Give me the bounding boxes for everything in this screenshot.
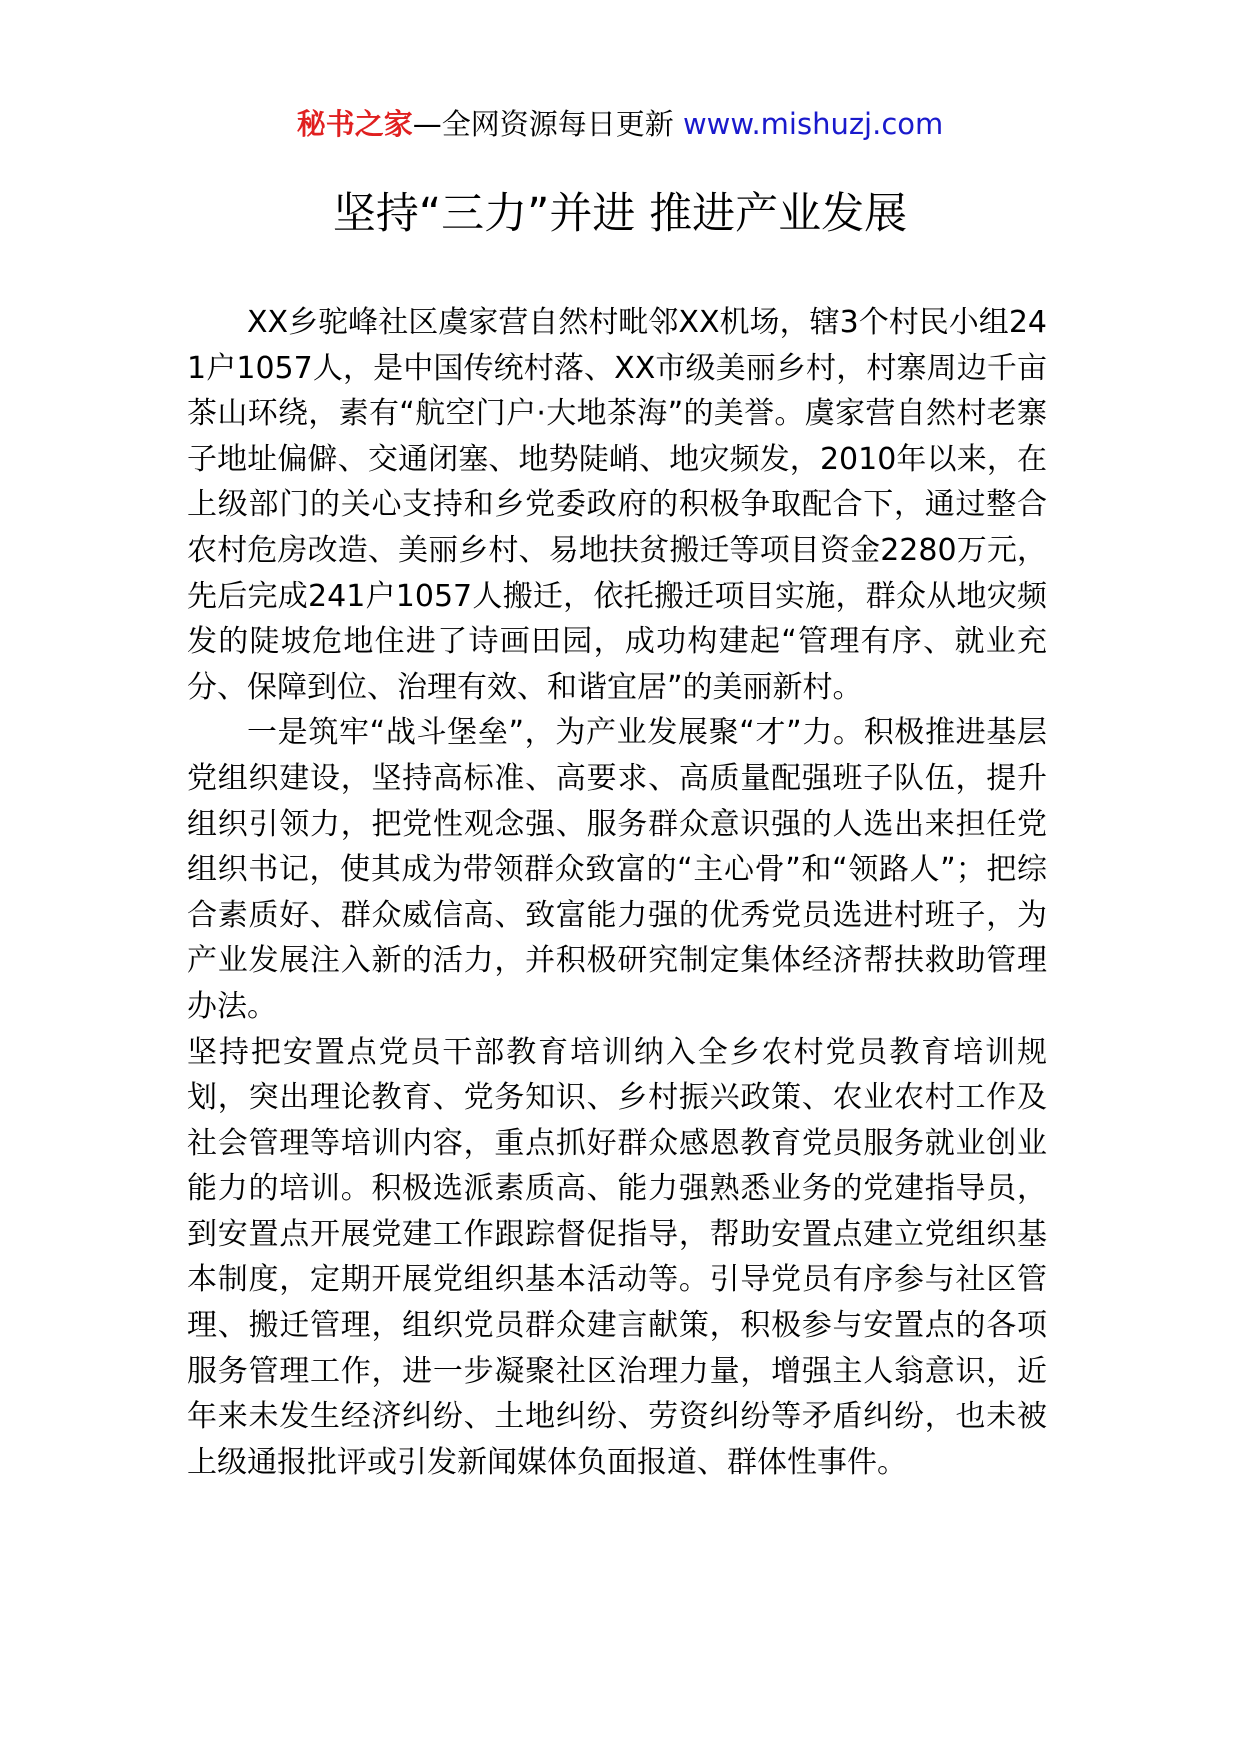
header-tagline: —全网资源每日更新 — [412, 107, 683, 141]
site-header — [0, 104, 1240, 144]
site-url-link[interactable]: www.mishuzj.com — [682, 107, 944, 141]
brand-name: 秘书之家 — [296, 107, 413, 141]
paragraph-point-one: 一是筑牢“战斗堡垒”，为产业发展聚“才”力。积极推进基层党组织建设，坚持高标准、高要求、高质量配强班子队伍，提升组织引领力，把党性观念强、服务群众意识强的人选出来担任党组织书记，使其成为带领群众致富的“主心骨”和“领路人”；把综合素质好、群众威信高、致富能力强的优秀党员选进村班子，为产业发展注入新的活力，并积极研究制定集体经济帮扶救助管理办法。 — [187, 715, 1047, 1024]
document-body — [187, 300, 1047, 1485]
document-title: 坚持“三力”并进 推进产业发展 — [332, 189, 908, 239]
paragraph-training: 坚持把安置点党员干部教育培训纳入全乡农村党员教育培训规划，突出理论教育、党务知识、乡村振兴政策、农业农村工作及社会管理等培训内容，重点抓好群众感恩教育党员服务就业创业能力的培训。积极选派素质高、能力强熟悉业务的党建指导员，到安置点开展党建工作跟踪督促指导，帮助安置点建立党组织基本制度，定期开展党组织基本活动等。引导党员有序参与社区管理、搬迁管理，组织党员群众建言献策，积极参与安置点的各项服务管理工作，进一步凝聚社区治理力量，增强主人翁意识，近年来未发生经济纠纷、土地纠纷、劳资纠纷等矛盾纠纷，也未被上级通报批评或引发新闻媒体负面报道、群体性事件。 — [187, 1034, 1047, 1480]
paragraph-intro: XX乡驼峰社区虞家营自然村毗邻XX机场，辖3个村民小组241户1057人，是中国传统村落、XX市级美丽乡村，村寨周边千亩茶山环绕，素有“航空门户·大地茶海”的美誉。虞家营自然村老寨子地址偏僻、交通闭塞、地势陡峭、地灾频发，2010年以来，在上级部门的关心支持和乡党委政府的积极争取配合下，通过整合农村危房改造、美丽乡村、易地扶贫搬迁等项目资金2280万元，先后完成241户1057人搬迁，依托搬迁项目实施，群众从地灾频发的陡坡危地住进了诗画田园，成功构建起“管理有序、就业充分、保障到位、治理有效、和谐宜居”的美丽新村。 — [187, 305, 1047, 705]
